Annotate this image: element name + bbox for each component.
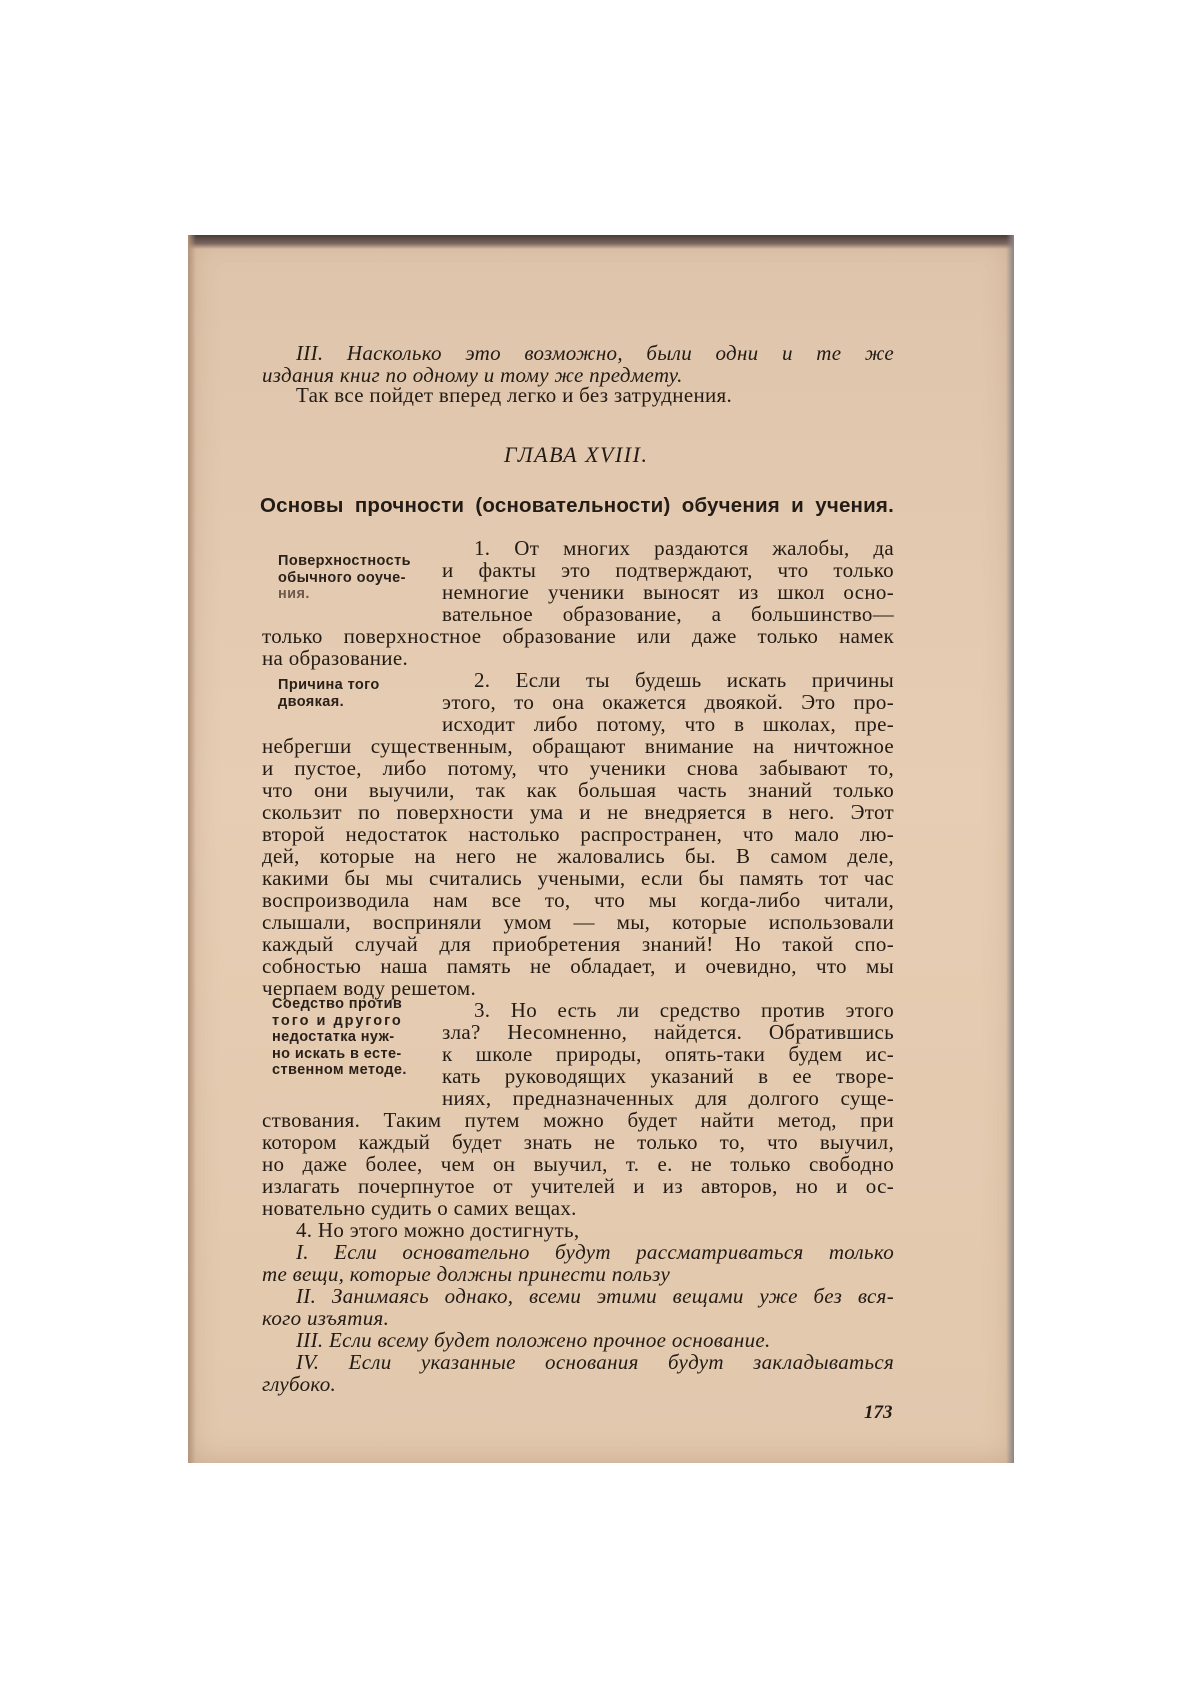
text-line: новательно судить о самих вещах. [262,1196,577,1220]
text-line: 4. Но этого можно достигнуть, [296,1218,580,1242]
text-line: 3. Но есть ли средство против этого [474,998,894,1022]
text-line: III. Если всему будет положено прочное основание. [296,1328,771,1352]
text-line: воспроизводила нам все то, что мы когда-либо читали, [262,888,894,912]
text-line: на образование. [262,646,408,670]
text-line: те вещи, которые должны принести пользу [262,1262,671,1286]
margin-note-line: того и другого [272,1012,403,1029]
text-line: ствования. Таким путем можно будет найти метод, при [262,1108,894,1132]
text-line: каждый случай для приобретения знаний! Но такой спо- [262,932,894,956]
page-number: 173 [864,1402,893,1423]
text-line: небрегши существенным, обращают внимание на ничтожное [262,734,894,758]
text-line: глубоко. [262,1372,337,1396]
margin-note-line: двоякая. [278,693,345,710]
text-line: и пустое, либо потому, что ученики снова забывают то, [262,756,894,780]
text-line: 2. Если ты будешь искать причины [474,668,894,692]
text-line: скользит по поверхности ума и не внедряется в него. Этот [262,800,894,824]
text-line: кать руководящих указаний в ее творе- [442,1064,894,1088]
margin-note-line: Поверхностность [278,553,411,569]
text-line: только поверхностное образование или даже только намек [262,624,894,648]
text-line: слышали, восприняли умом — мы, которые использовали [262,910,894,934]
text-line: исходит либо потому, что в школах, пре- [442,712,894,736]
text-line: 1. От многих раздаются жалобы, да [474,536,894,560]
text-line: к школе природы, опять-таки будем ис- [442,1042,894,1066]
margin-note-line: но искать в есте- [272,1045,402,1062]
text-line: черпаем воду решетом. [262,976,477,1000]
margin-note-line: ния. [278,586,310,602]
chapter-heading: ГЛАВА XVIII. [504,442,649,467]
text-line: ниях, предназначенных для долгого суще- [442,1086,894,1110]
text-line: и факты это подтверждают, что только [442,558,894,582]
text-line: собностью наша память не обладает, и очевидно, что мы [262,954,894,978]
text-line: какими бы мы считались учеными, если бы память тот час [262,866,894,890]
text-line: II. Занимаясь однако, всеми этими вещами уже без вся- [296,1284,894,1308]
margin-note [272,996,407,1079]
margin-note-line: Причина того [278,677,380,693]
text-line: IV. Если указанные основания будут закладываться [296,1350,894,1374]
chapter-title: Основы прочности (основательности) обучения и учения. [260,494,894,517]
text-line: вательное образование, а большинство— [442,602,894,626]
text-line: кого изъятия. [262,1306,390,1330]
text-line: но даже более, чем он выучил, т. е. не только свободно [262,1152,894,1176]
text-line: излагать почерпнутое от учителей и из авторов, но и ос- [262,1174,894,1198]
margin-note [278,677,380,710]
scan-top-edge [188,235,1014,249]
text-line: Так все пойдет вперед легко и без затруднения. [296,383,733,407]
scan-right-edge [1006,235,1014,1463]
text-line: I. Если основательно будут рассматриваться только [296,1240,894,1264]
text-line: зла? Несомненно, найдется. Обратившись [442,1020,894,1044]
scan-left-edge [188,235,196,1463]
text-line: III. Насколько это возможно, были одни и те же [296,341,894,365]
margin-note-line: обычного ооуче- [278,569,406,586]
text-line: что они выучили, так как большая часть знаний только [262,778,894,802]
text-line: немногие ученики выносят из школ осно- [442,580,894,604]
text-line: издания книг по одному и тому же предмету. [262,363,683,387]
text-line: этого, то она окажется двоякой. Это про- [442,690,894,714]
text-line: второй недостаток настолько распространен, что мало лю- [262,822,894,846]
text-line: котором каждый будет знать не только то, что выучил, [262,1130,894,1154]
margin-note [278,553,411,603]
margin-note-line: недостатка нуж- [272,1029,395,1045]
text-line: дей, которые на него не жаловались бы. В самом деле, [262,844,894,868]
margin-note-line: ственном методе. [272,1062,407,1078]
margin-note-line: Соедство против [272,996,403,1012]
